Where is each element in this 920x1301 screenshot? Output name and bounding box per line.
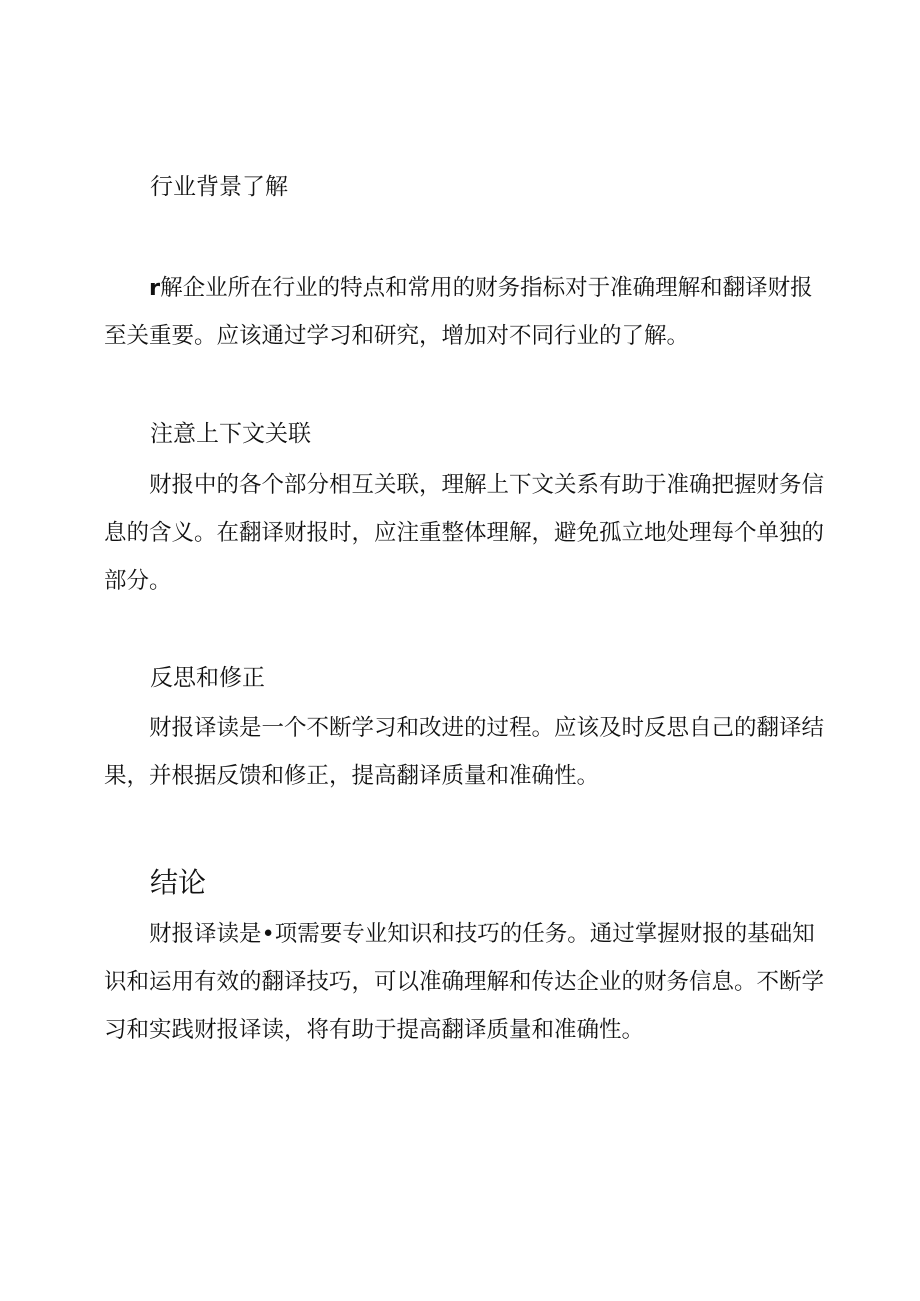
paragraph-text: 解企业所在行业的特点和常用的财务指标对于准确理解和翻译财报至关重要。应该通过学习和研究，增加对不同行业的了解。 <box>104 275 813 349</box>
section-paragraph-reflection: 财报译读是一个不断学习和改进的过程。应该及时反思自己的翻译结果，并根据反馈和修正，提高翻译质量和准确性。 <box>104 715 825 789</box>
section-paragraph-industry-background <box>104 264 824 360</box>
paragraph-lead-glyph: r <box>149 275 161 301</box>
section-paragraph-context: 财报中的各个部分相互关联，理解上下文关系有助于准确把握财务信息的含义。在翻译财报时，应注重整体理解，避免孤立地处理每个单独的部分。 <box>104 472 825 594</box>
section-heading-industry-background: 行业背景了解 <box>150 174 288 200</box>
section-paragraph-conclusion: 财报译读是•项需要专业知识和技巧的任务。通过掌握财报的基础知识和运用有效的翻译技巧，可以准确理解和传达企业的财务信息。不断学习和实践财报译读，将有助于提高翻译质量和准确性。 <box>104 921 825 1043</box>
section-heading-reflection: 反思和修正 <box>150 665 265 691</box>
section-heading-context: 注意上下文关联 <box>150 421 311 447</box>
section-heading-conclusion: 结论 <box>150 866 207 899</box>
